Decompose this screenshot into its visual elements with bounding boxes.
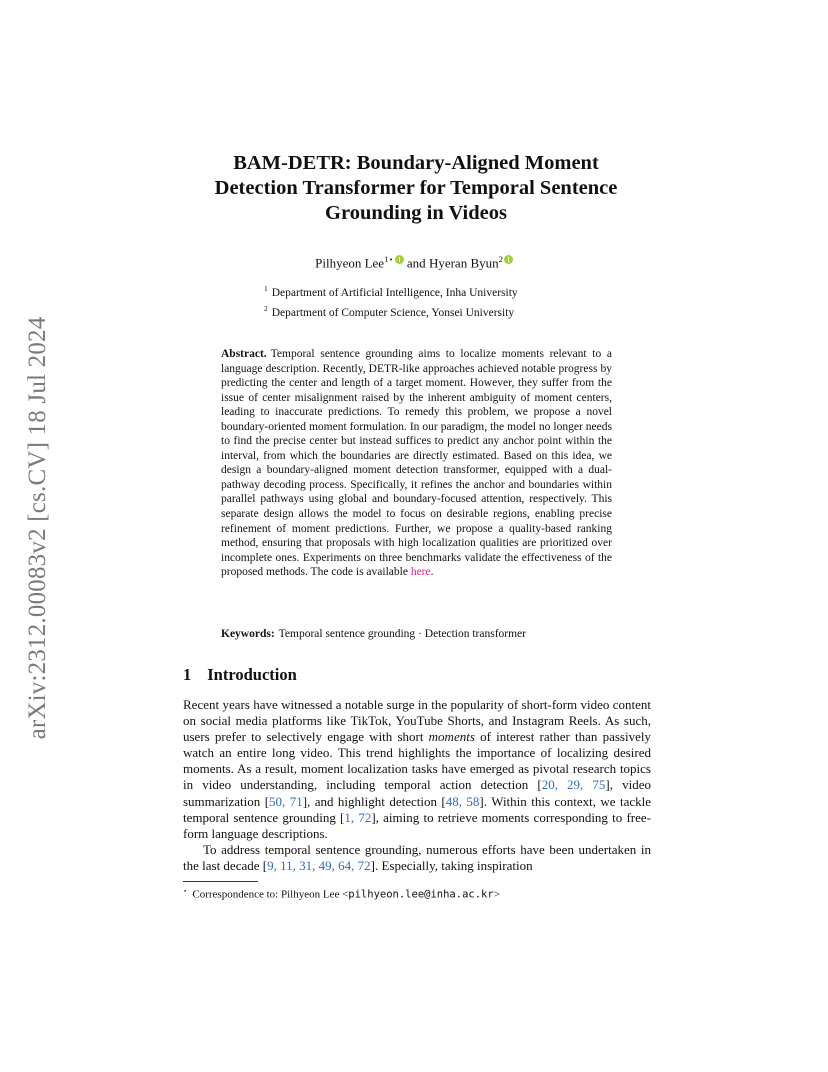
footnote-divider — [183, 881, 258, 882]
keywords-text: Temporal sentence grounding · Detection transformer — [278, 628, 526, 640]
author-affiliation-mark: 1⋆ — [384, 254, 394, 264]
affiliation-item — [264, 301, 518, 321]
title-line: Detection Transformer for Temporal Sentence — [214, 177, 618, 199]
emphasis-text: moments — [428, 729, 475, 745]
body-text: ], video summarization [ — [183, 777, 651, 809]
author-list — [0, 254, 828, 271]
section-title: Introduction — [207, 665, 297, 684]
orcid-icon[interactable] — [395, 255, 404, 264]
section-heading — [183, 665, 297, 685]
orcid-icon[interactable] — [504, 255, 513, 264]
title-line: Grounding in Videos — [325, 202, 507, 224]
body-text: Recent years have witnessed a notable surge in the popularity of short-form video content on social media platforms like TikTok, YouTube Shorts, and Instagram Reels. As such, users prefer to selectively engage with short — [183, 697, 651, 745]
abstract — [221, 347, 612, 580]
abstract-text: Temporal sentence grounding aims to localize moments relevant to a language description. Recently, DETR-like approaches achieved notable progress by predicting the center and length of a target moment. However, they suffer from the issue of center misalignment raised by the inherent ambiguity of moment centers, leading to inaccurate predictions. To remedy this problem, we propose a novel boundary-oriented moment formulation. In our paradigm, the model no longer needs to find the precise center but instead suffices to predict any anchor point within the interval, from which the boundaries are directly estimated. Based on this idea, we design a boundary-aligned moment detection transformer, equipped with a dual-pathway decoding process. Specifically, it refines the anchor and boundaries within parallel pathways using global and boundary-focused attention, respectively. This separate design allows the model to focus on desirable regions, enabling precise refinement of moment predictions. Further, we propose a quality-based ranking method, ensuring that proposals with high localization qualities are prioritized over incomplete ones. Experiments on three benchmarks validate the effectiveness of the proposed methods. The code is available — [221, 348, 612, 579]
citation-link[interactable]: 20, 29, 75 — [541, 777, 606, 793]
body-text: To address temporal sentence grounding, numerous efforts have been undertaken in the last decade [ — [183, 841, 651, 873]
abstract-label: Abstract. — [221, 348, 267, 360]
keywords — [221, 628, 612, 640]
body-paragraph — [183, 697, 651, 842]
author-affiliation-mark: 2 — [498, 254, 503, 264]
citation-link[interactable]: 50, 71 — [269, 793, 303, 809]
keywords-label: Keywords: — [221, 628, 275, 640]
abstract-end: . — [430, 566, 434, 579]
footnote-text: Correspondence to: Pilhyeon Lee < — [192, 888, 349, 901]
affiliation-number: 1 — [264, 284, 268, 293]
footnote — [183, 887, 500, 901]
arxiv-sidebar — [20, 295, 56, 760]
abstract-paragraph — [221, 347, 612, 580]
footnote-mark: ⋆ — [183, 887, 188, 895]
body-text: ], aiming to retrieve moments corresponding to free-form language descriptions. — [183, 809, 651, 841]
title-line: BAM-DETR: Boundary-Aligned Moment — [233, 152, 599, 174]
body-paragraph — [183, 842, 651, 874]
author-name: Hyeran Byun — [428, 255, 499, 271]
arxiv-identifier: arXiv:2312.00083v2 [cs.CV] 18 Jul 2024 — [24, 316, 51, 739]
author-conjunction: and — [403, 255, 429, 271]
affiliation-text: Department of Artificial Intelligence, Inha University — [271, 286, 518, 299]
body-text: ]. Within this context, we tackle temporal sentence grounding [ — [183, 793, 652, 825]
affiliation-item — [264, 281, 518, 301]
affiliations — [264, 281, 518, 321]
footnote-end: > — [493, 888, 500, 901]
affiliation-number: 2 — [264, 303, 268, 313]
affiliation-text: Department of Computer Science, Yonsei University — [271, 306, 515, 319]
citation-link[interactable]: 48, 58 — [445, 793, 480, 809]
body-text: ]. Especially, taking inspiration — [370, 857, 533, 873]
body-text: ], and highlight detection [ — [302, 793, 446, 809]
citation-link[interactable]: 1, 72 — [344, 809, 372, 825]
body-text: of interest rather than passively watch an entire long video. This trend highlights the importance of localizing desired moments. As a result, moment localization tasks have emerged as pivotal research topics in video understanding, including temporal action detection [ — [183, 729, 651, 793]
citation-link[interactable]: 9, 11, 31, 49, 64, 72 — [267, 857, 371, 873]
introduction-body — [183, 697, 651, 874]
code-link[interactable]: here — [410, 566, 431, 579]
email-link[interactable]: pilhyeon.lee@inha.ac.kr — [348, 888, 494, 901]
paper-title — [150, 151, 682, 226]
author-name: Pilhyeon Lee — [315, 255, 385, 271]
section-number: 1 — [183, 665, 192, 684]
